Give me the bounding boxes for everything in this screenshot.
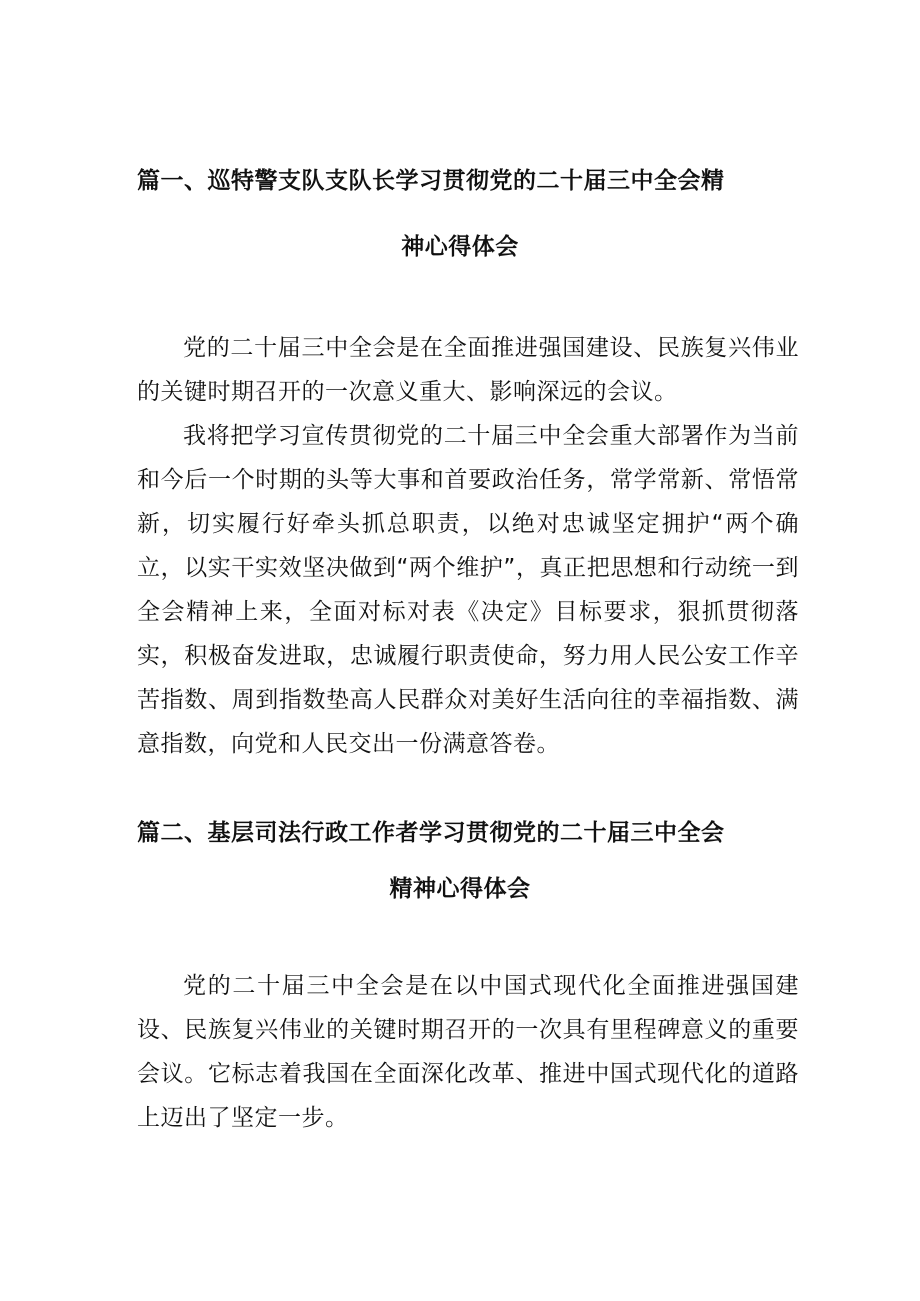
section-2-paragraph-1: 党的二十届三中全会是在以中国式现代化全面推进强国建设、民族复兴伟业的关键时期召开的一次具有里程碑意义的重要会议。它标志着我国在全面深化改革、推进中国式现代化的道路上迈出了坚定一步。 xyxy=(137,973,799,1131)
section-2-title-line-2: 精神心得体会 xyxy=(389,876,531,902)
section-1-title-line-2: 神心得体会 xyxy=(401,234,519,260)
section-1-title-line-1: 篇一、巡特警支队支队长学习贯彻党的二十届三中全会精 xyxy=(137,168,725,194)
section-2-title-line-1: 篇二、基层司法行政工作者学习贯彻党的二十届三中全会 xyxy=(137,820,725,846)
section-1-paragraph-2: 我将把学习宣传贯彻党的二十届三中全会重大部署作为当前和今后一个时期的头等大事和首要政治任务，常学常新、常悟常新，切实履行好牵头抓总职责，以绝对忠诚坚定拥护“两个确立，以实干实效坚决做到“两个维护”，真正把思想和行动统一到全会精神上来，全面对标对表《决定》目标要求，狠抓贯彻落实，积极奋发进取，忠诚履行职责使命，努力用人民公安工作辛苦指数、周到指数垫高人民群众对美好生活向往的幸福指数、满意指数，向党和人民交出一份满意答卷。 xyxy=(137,423,799,757)
section-1-paragraph-1: 党的二十届三中全会是在全面推进强国建设、民族复兴伟业的关键时期召开的一次意义重大、影响深远的会议。 xyxy=(137,335,799,405)
